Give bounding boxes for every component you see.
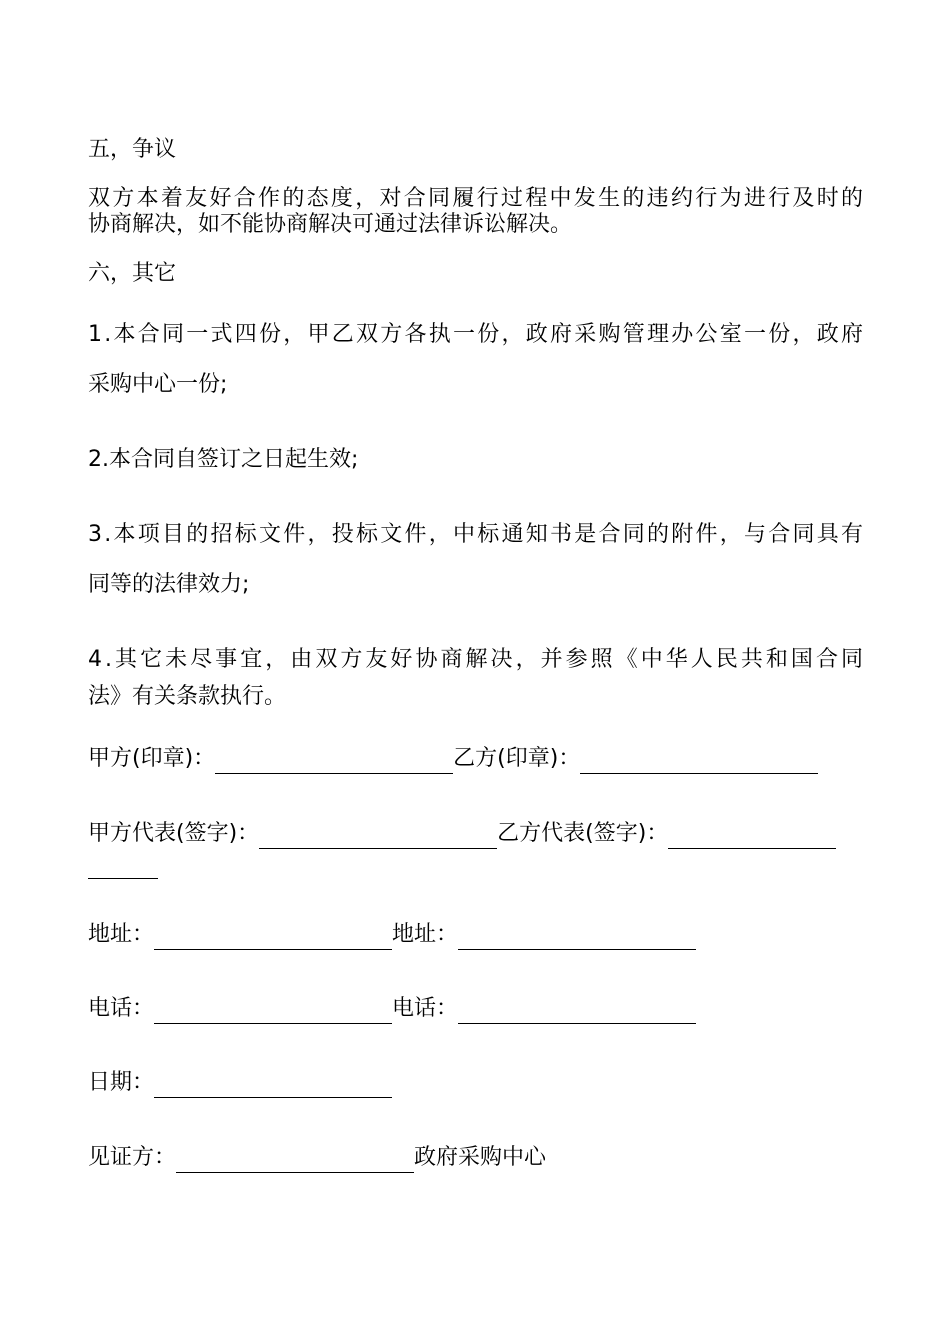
address-b-blank	[458, 927, 696, 950]
other-item-1-line-2: 采购中心一份;	[88, 372, 228, 397]
party-a-rep-blank	[259, 826, 497, 849]
address-a-blank	[154, 927, 392, 950]
witness-blank	[176, 1150, 414, 1173]
other-item-2: 2.本合同自签订之日起生效;	[88, 447, 359, 472]
witness-row	[88, 1143, 546, 1173]
party-a-rep-label: 甲方代表(签字)：	[88, 821, 260, 846]
party-a-seal-label: 甲方(印章)：	[88, 746, 216, 771]
party-b-rep-blank-continued	[88, 856, 158, 879]
representative-row	[88, 819, 836, 849]
party-b-seal-label: 乙方(印章)：	[453, 746, 581, 771]
dispute-body-line-2: 协商解决，如不能协商解决可通过法律诉讼解决。	[88, 212, 573, 237]
other-item-3-line-1: 3.本项目的招标文件，投标文件，中标通知书是合同的附件，与合同具有	[88, 522, 866, 547]
dispute-body-line-1: 双方本着友好合作的态度，对合同履行过程中发生的违约行为进行及时的	[88, 186, 866, 211]
address-b-label: 地址：	[392, 922, 459, 947]
other-item-3-line-2: 同等的法律效力;	[88, 572, 250, 597]
witness-label: 见证方：	[88, 1145, 177, 1170]
section-heading-other: 六，其它	[88, 261, 177, 286]
witness-name: 政府采购中心	[414, 1145, 547, 1170]
party-a-seal-blank	[215, 751, 453, 774]
other-item-4-line-1: 4.其它未尽事宜，由双方友好协商解决，并参照《中华人民共和国合同	[88, 647, 867, 672]
date-blank	[154, 1075, 392, 1098]
address-a-label: 地址：	[88, 922, 155, 947]
address-row	[88, 920, 696, 950]
other-item-4-line-2: 法》有关条款执行。	[88, 684, 287, 709]
phone-a-blank	[154, 1001, 392, 1024]
seal-row	[88, 744, 818, 774]
phone-b-label: 电话：	[392, 996, 459, 1021]
party-b-rep-blank	[668, 826, 836, 849]
date-label: 日期：	[88, 1070, 155, 1095]
party-b-rep-label: 乙方代表(签字)：	[497, 821, 669, 846]
phone-a-label: 电话：	[88, 996, 155, 1021]
date-row	[88, 1068, 392, 1098]
phone-row	[88, 994, 696, 1024]
section-heading-dispute: 五，争议	[88, 137, 177, 162]
party-b-seal-blank	[580, 751, 818, 774]
phone-b-blank	[458, 1001, 696, 1024]
other-item-1-line-1: 1.本合同一式四份，甲乙双方各执一份，政府采购管理办公室一份，政府	[88, 322, 866, 347]
